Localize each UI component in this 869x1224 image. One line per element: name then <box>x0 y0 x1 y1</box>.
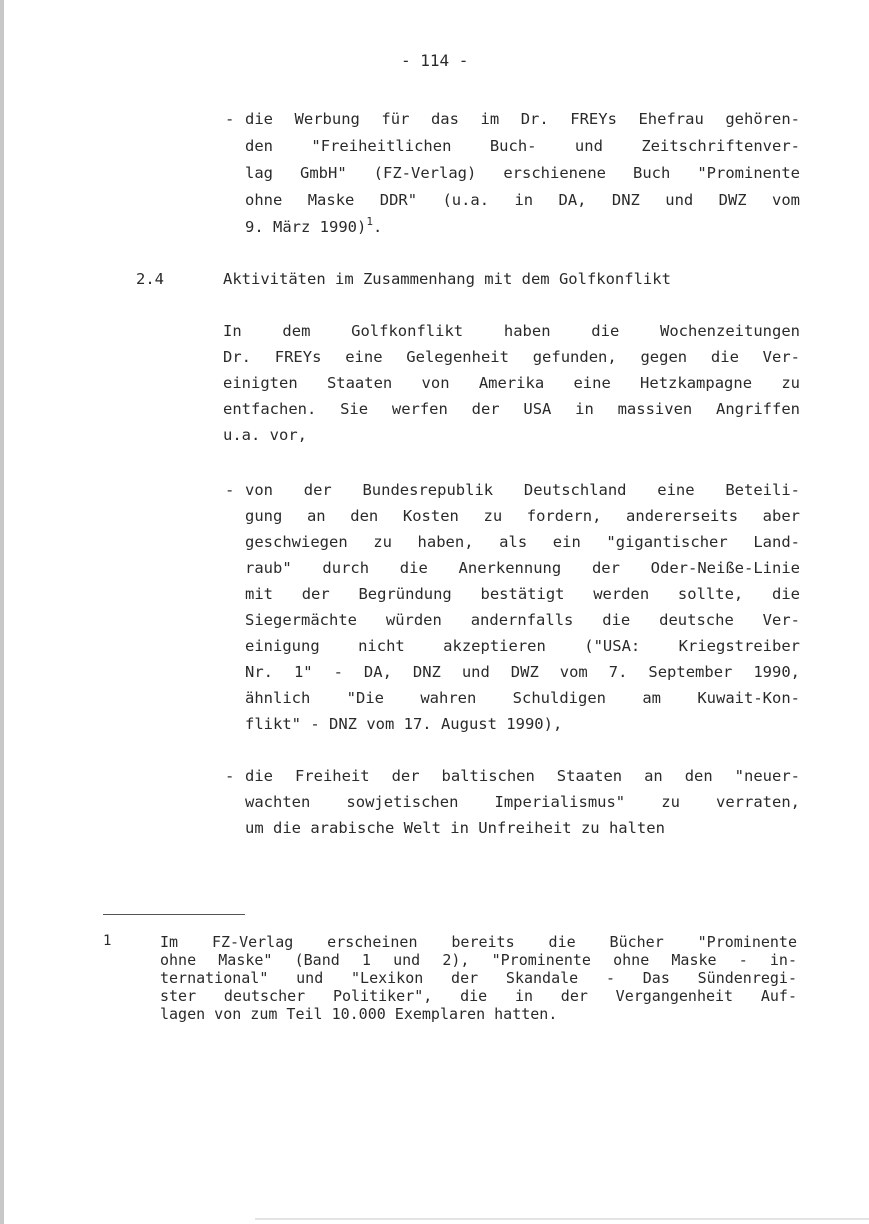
bullet-1-line: mit der Begründung bestätigt werden sollte, die <box>245 585 800 603</box>
bullet-1-line: geschwiegen zu haben, als ein "gigantischer Land- <box>245 533 800 551</box>
intro-bullet-line: ohne Maske DDR" (u.a. in DA, DNZ und DWZ vom <box>245 191 800 209</box>
bullet-1-line: von der Bundesrepublik Deutschland eine Beteili- <box>245 481 800 499</box>
bullet-2-dash: - <box>225 767 235 785</box>
footnote-line: ster deutscher Politiker", die in der Vergangenheit Auf- <box>160 987 797 1005</box>
bullet-1-last-line: flikt" - DNZ vom 17. August 1990), <box>245 715 563 733</box>
footnote-separator <box>103 914 245 915</box>
bullet-2-line: die Freiheit der baltischen Staaten an den "neuer- <box>245 767 800 785</box>
footnote-last-line: lagen von zum Teil 10.000 Exemplaren hatten. <box>160 1005 558 1023</box>
intro-bullet-line: die Werbung für das im Dr. FREYs Ehefrau gehören- <box>245 110 800 128</box>
bullet-1-dash: - <box>225 481 235 499</box>
intro-bullet-line: den "Freiheitlichen Buch- und Zeitschriftenver- <box>245 137 800 155</box>
paragraph-line: In dem Golfkonflikt haben die Wochenzeitungen <box>223 322 800 340</box>
bullet-1-line: raub" durch die Anerkennung der Oder-Neiße-Linie <box>245 559 800 577</box>
footnote-marker: 1 <box>103 933 112 949</box>
paragraph-last-line: u.a. vor, <box>223 426 307 444</box>
intro-bullet-period: . <box>372 218 383 236</box>
bullet-1-line: gung an den Kosten zu fordern, andererseits aber <box>245 507 800 525</box>
footnote-line: ohne Maske" (Band 1 und 2), "Prominente ohne Maske - in- <box>160 951 797 969</box>
section-number: 2.4 <box>136 270 164 288</box>
page-edge-shadow <box>0 0 4 1224</box>
intro-bullet-line: lag GmbH" (FZ-Verlag) erschienene Buch "Prominente <box>245 164 800 182</box>
paragraph-line: Dr. FREYs eine Gelegenheit gefunden, gegen die Ver- <box>223 348 800 366</box>
bullet-1-line: einigung nicht akzeptieren ("USA: Kriegstreiber <box>245 637 800 655</box>
page-number: - 114 - <box>401 51 469 70</box>
bullet-2-last-line: um die arabische Welt in Unfreiheit zu halten <box>245 819 665 837</box>
intro-bullet-last-text: 9. März 1990) <box>245 218 367 236</box>
intro-bullet-last-line <box>245 216 382 238</box>
bullet-1-line: ähnlich "Die wahren Schuldigen am Kuwait-Kon- <box>245 689 800 707</box>
section-title: Aktivitäten im Zusammenhang mit dem Golfkonflikt <box>223 270 671 288</box>
scan-edge-mark <box>255 1218 869 1220</box>
intro-bullet-dash: - <box>225 110 235 128</box>
bullet-2-line: wachten sowjetischen Imperialismus" zu verraten, <box>245 793 800 811</box>
footnote-line: ternational" und "Lexikon der Skandale - Das Sündenregi- <box>160 969 797 987</box>
bullet-1-line: Nr. 1" - DA, DNZ und DWZ vom 7. September 1990, <box>245 663 800 681</box>
paragraph-line: einigten Staaten von Amerika eine Hetzkampagne zu <box>223 374 800 392</box>
footnote-line: Im FZ-Verlag erscheinen bereits die Bücher "Prominente <box>160 933 797 951</box>
bullet-1-line: Siegermächte würden andernfalls die deutsche Ver- <box>245 611 800 629</box>
footnote-reference: 1 <box>366 215 373 228</box>
paragraph-line: entfachen. Sie werfen der USA in massiven Angriffen <box>223 400 800 418</box>
